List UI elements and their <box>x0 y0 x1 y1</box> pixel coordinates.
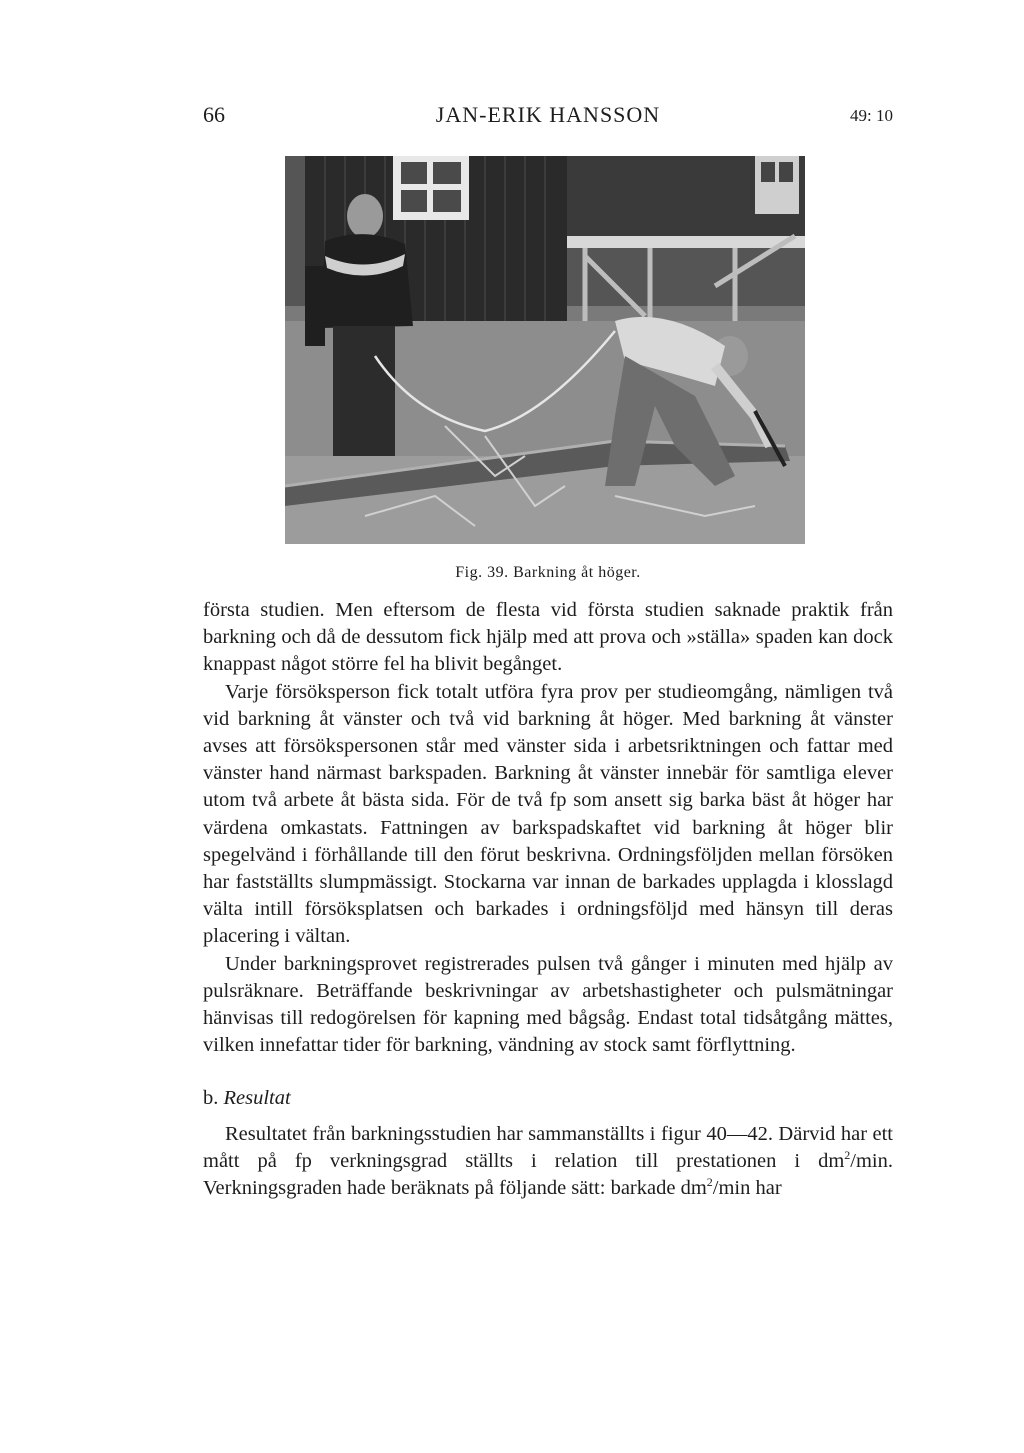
issue-reference: 49: 10 <box>850 106 893 125</box>
figure-photo <box>285 156 805 544</box>
paragraph: Under barkningsprovet registrerades pulsen två gånger i minuten med hjälp av pulsräknare. Beträffande beskrivningar av arbetshastigheter och pulsmätningar hänvisas till redogörelsen för kapning med bågsåg. Endast total tidsåtgång mättes, vilken innefattar tider för barkning, vändning av stock samt förflyttning. <box>203 952 893 1057</box>
paragraph: Varje försöksperson fick totalt utföra fyra prov per studieomgång, nämligen två vid barkning åt vänster och två vid barkning åt höger. Med barkning åt vänster avses att försökspersonen står med vänster sida i arbetsriktningen och fattar med vänster hand närmast barkspaden. Barkning åt vänster innebär för samtliga elever utom två arbete åt bästa sida. För de två fp som ansett sig barka bäst åt höger har värdena omkastats. Fattningen av barkspadskaftet vid barkning åt höger blir spegelvänd i förhållande till den förut beskrivna. Ordningsföljden mellan försöken har fastställts slumpmässigt. Stockarna var innan de barkades upplagda i klosslagd välta intill försöksplatsen och barkades i ordningsföljd med hänsyn till deras placering i vältan. <box>203 680 893 948</box>
superscript: 2 <box>706 1175 713 1190</box>
paragraph: första studien. Men eftersom de flesta vid första studien saknade praktik från barkning och då de dessutom fick hjälp med att prova och »ställa» spaden kan dock knappast något större fel ha blivit begånget. <box>203 599 893 676</box>
body-text <box>203 597 893 1202</box>
section-heading <box>203 1085 893 1112</box>
results-text: /min har <box>712 1177 782 1200</box>
figure-caption: Fig. 39. Barkning åt höger. <box>455 564 641 581</box>
superscript: 2 <box>844 1148 851 1163</box>
section-label: b. <box>203 1087 219 1110</box>
page-header <box>203 102 893 132</box>
page-number: 66 <box>203 102 225 127</box>
running-title: JAN-ERIK HANSSON <box>435 102 661 127</box>
paragraph <box>203 1121 893 1203</box>
results-text: /min. Verkningsgraden hade beräknats på följande sätt: barkade dm <box>203 1149 893 1200</box>
section-title: Resultat <box>223 1087 291 1110</box>
results-text: Resultatet från barkningsstudien har sammanställts i figur 40—42. Därvid har ett mått på fp verkningsgrad ställts i relation till prestationen i dm <box>203 1122 893 1172</box>
